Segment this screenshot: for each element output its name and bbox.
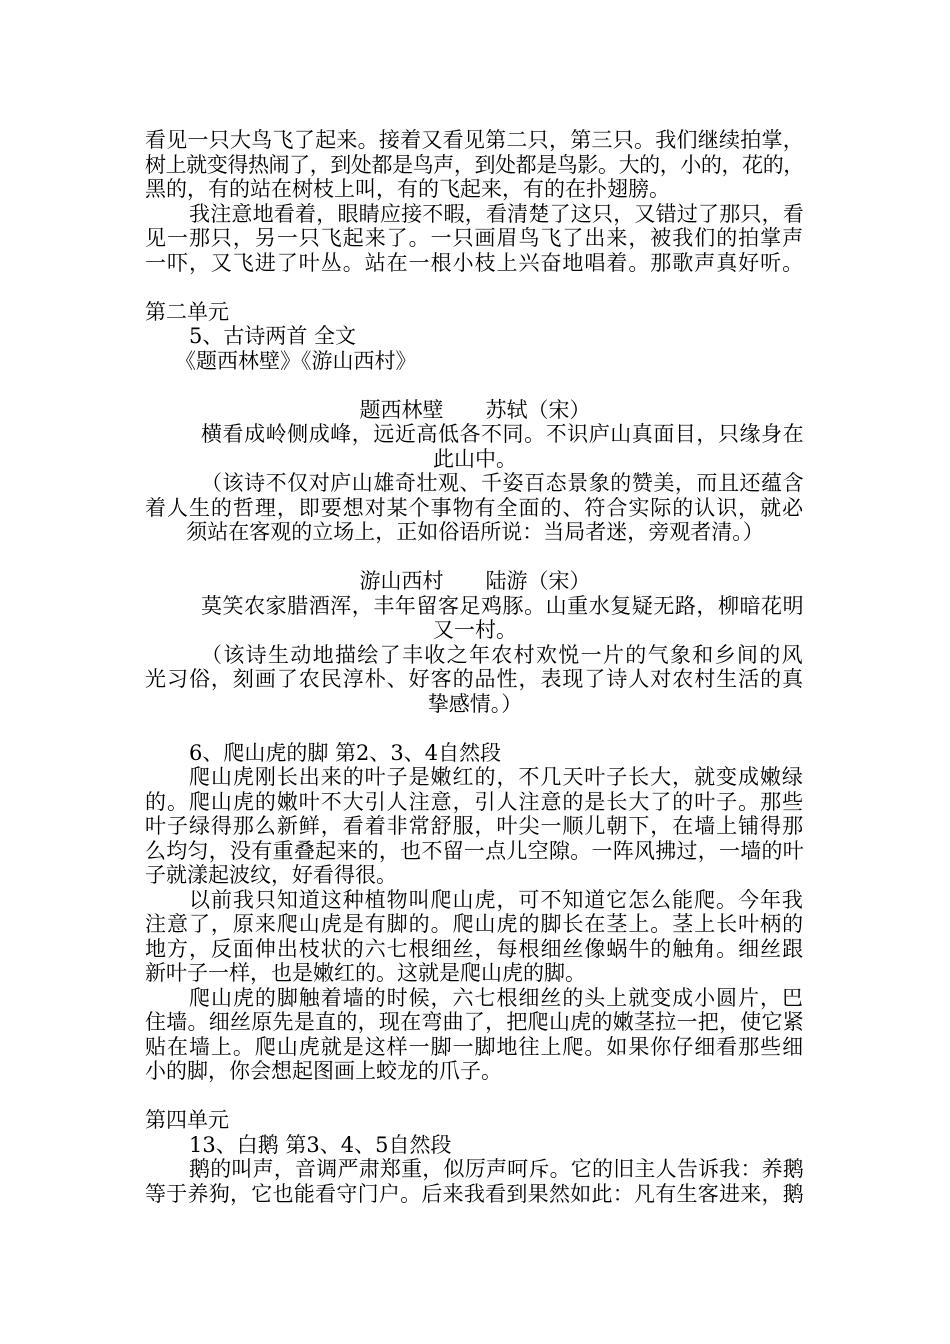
section-heading bbox=[145, 1108, 805, 1133]
text-line bbox=[145, 520, 805, 545]
line-text: 鹅的叫声，音调严肃郑重，似厉声呵斥。它的旧主人告诉我：养鹅 bbox=[189, 1157, 805, 1181]
line-text: 小的脚，你会想起图画上蛟龙的爪子。 bbox=[145, 1059, 502, 1083]
text-line bbox=[145, 447, 805, 472]
text-line bbox=[145, 961, 805, 986]
line-text: 横看成岭侧成峰，远近高低各不同。不识庐山真面目，只缘身在 bbox=[201, 422, 805, 446]
text-line bbox=[145, 790, 805, 815]
line-text: 树上就变得热闹了，到处都是鸟声，到处都是鸟影。大的，小的，花的， bbox=[145, 152, 804, 177]
line-text: 见一那只，另一只飞起来了。一只画眉鸟飞了出来，被我们的拍掌声 bbox=[145, 226, 805, 250]
text-line bbox=[145, 1182, 805, 1207]
line-text: 第二单元 bbox=[145, 299, 229, 324]
text-line bbox=[145, 471, 805, 496]
line-text: 莫笑农家腊酒浑，丰年留客足鸡豚。山重水复疑无路，柳暗花明 bbox=[201, 593, 805, 618]
lesson-title bbox=[145, 1133, 805, 1158]
document-page bbox=[145, 128, 805, 1206]
blank-line bbox=[145, 545, 805, 570]
text-line bbox=[145, 667, 805, 692]
poem-title bbox=[145, 569, 805, 594]
line-text: 注意了，原来爬山虎是有脚的。爬山虎的脚长在茎上。茎上长叶柄的 bbox=[145, 912, 805, 936]
line-text: 等于养狗，它也能看守门户。后来我看到果然如此：凡有生客进来，鹅 bbox=[145, 1181, 805, 1206]
line-text: 须站在客观的立场上，正如俗语所说：当局者迷，旁观者清。） bbox=[186, 520, 764, 544]
text-line bbox=[145, 618, 805, 643]
text-line bbox=[145, 251, 805, 276]
line-text: 挚感情。） bbox=[427, 691, 523, 716]
line-text: 么均匀，没有重叠起来的，也不留一点儿空隙。一阵风拂过，一墙的叶 bbox=[145, 838, 805, 863]
section-heading bbox=[145, 300, 805, 325]
text-line bbox=[145, 128, 805, 153]
line-text: 13、白鹅 第3、4、5自然段 bbox=[189, 1132, 452, 1157]
line-text: 以前我只知道这种植物叫爬山虎，可不知道它怎么能爬。今年我 bbox=[189, 887, 804, 912]
text-line bbox=[145, 839, 805, 864]
text-line bbox=[145, 643, 805, 668]
line-text: 着人生的哲理，即要想对某个事物有全面的、符合实际的认识，就必 bbox=[145, 495, 805, 520]
blank-line bbox=[145, 275, 805, 300]
text-line bbox=[145, 1010, 805, 1035]
text-line bbox=[145, 594, 805, 619]
line-text: 爬山虎刚长出来的叶子是嫩红的，不几天叶子长大，就变成嫩绿 bbox=[189, 765, 804, 789]
text-line bbox=[145, 1059, 805, 1084]
text-line bbox=[145, 202, 805, 227]
line-text: （该诗不仅对庐山雄奇壮观、千姿百态景象的赞美，而且还蕴含 bbox=[201, 471, 805, 495]
line-text: 地方，反面伸出枝状的六七根细丝，每根细丝像蜗牛的触角。细丝跟 bbox=[145, 936, 805, 961]
blank-line bbox=[145, 1084, 805, 1109]
line-text: 5、古诗两首 全文 bbox=[189, 324, 357, 348]
line-text: 第四单元 bbox=[145, 1108, 229, 1132]
line-text: 新叶子一样，也是嫩红的。这就是爬山虎的脚。 bbox=[145, 961, 586, 985]
text-line bbox=[145, 1035, 805, 1060]
line-text: 游山西村 陆游（宋） bbox=[359, 569, 591, 593]
line-text: 黑的，有的站在树枝上叫，有的飞起来，有的在扑翅膀。 bbox=[145, 177, 670, 201]
line-text: 我注意地看着，眼睛应接不暇，看清楚了这只，又错过了那只，看 bbox=[189, 201, 805, 226]
line-text: 光习俗，刻画了农民淳朴、好客的品性，表现了诗人对农村生活的真 bbox=[145, 667, 805, 691]
text-line bbox=[145, 153, 805, 178]
line-text: 爬山虎的脚触着墙的时候，六七根细丝的头上就变成小圆片，巴 bbox=[189, 985, 804, 1010]
line-text: 看见一只大鸟飞了起来。接着又看见第二只，第三只。我们继续拍掌， bbox=[145, 128, 805, 152]
text-line bbox=[145, 937, 805, 962]
line-text: 题西林壁 苏轼（宋） bbox=[359, 397, 591, 422]
blank-line bbox=[145, 373, 805, 398]
blank-line bbox=[145, 716, 805, 741]
text-line bbox=[145, 496, 805, 521]
line-text: 6、爬山虎的脚 第2、3、4自然段 bbox=[189, 740, 502, 765]
line-text: 子就漾起波纹，好看得很。 bbox=[145, 863, 397, 887]
text-line bbox=[145, 814, 805, 839]
text-line bbox=[145, 765, 805, 790]
lesson-title bbox=[145, 741, 805, 766]
line-text: 住墙。细丝原先是直的，现在弯曲了，把爬山虎的嫩茎拉一把，使它紧 bbox=[145, 1010, 805, 1034]
text-line bbox=[145, 888, 805, 913]
text-line bbox=[145, 422, 805, 447]
text-line bbox=[145, 1157, 805, 1182]
line-text: 此山中。 bbox=[433, 446, 517, 471]
line-text: 的。爬山虎的嫩叶不大引人注意，引人注意的是长大了的叶子。那些 bbox=[145, 789, 805, 814]
text-line bbox=[145, 349, 805, 374]
line-text: 又一村。 bbox=[433, 618, 517, 642]
text-line bbox=[145, 692, 805, 717]
line-text: 贴在墙上。爬山虎就是这样一脚一脚地往上爬。如果你仔细看那些细 bbox=[145, 1034, 805, 1059]
line-text: 一吓，又飞进了叶丛。站在一根小枝上兴奋地唱着。那歌声真好听。 bbox=[145, 250, 805, 275]
poem-title bbox=[145, 398, 805, 423]
text-line bbox=[145, 986, 805, 1011]
text-line bbox=[145, 863, 805, 888]
line-text: 《题西林壁》《游山西村》 bbox=[175, 348, 417, 373]
lesson-title bbox=[145, 324, 805, 349]
line-text: （该诗生动地描绘了丰收之年农村欢悦一片的气象和乡间的风 bbox=[201, 642, 804, 667]
text-line bbox=[145, 226, 805, 251]
text-line bbox=[145, 177, 805, 202]
text-line bbox=[145, 912, 805, 937]
line-text: 叶子绿得那么新鲜，看着非常舒服，叶尖一顺儿朝下，在墙上铺得那 bbox=[145, 814, 805, 838]
